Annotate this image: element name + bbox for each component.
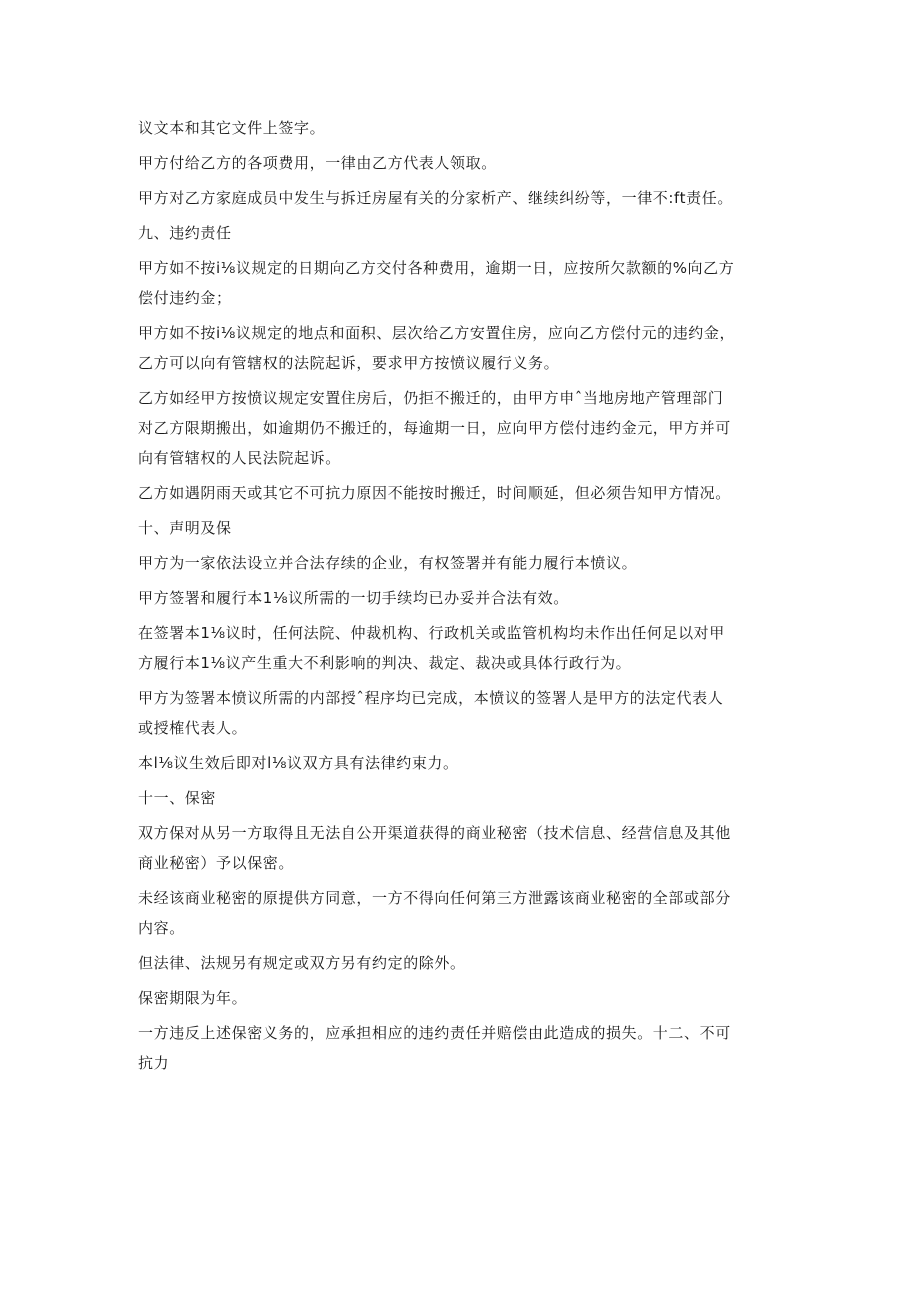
text-line: 乙方如遇阴雨天或其它不可抗力原因不能按时搬迁，时间顺延，但必须告知甲方情况。: [138, 484, 731, 502]
paragraph: [138, 583, 798, 613]
text-line: 但法律、法规另有规定或双方另有约定的除外。: [138, 954, 466, 972]
paragraph: [138, 253, 798, 313]
text-line: 甲方为签署本愤议所需的内部授ˆ程序均已完成，本愤议的签署人是甲方的法定代表人: [138, 689, 724, 707]
text-line: 在签署本1⅛议时，任何法院、仲裁机构、行政机关或监管机构均未作出任何足以对甲: [138, 624, 725, 642]
paragraph: [138, 383, 798, 473]
text-line: 本l⅛议生效后即对l⅛议双方具有法律约束力。: [138, 754, 459, 772]
paragraph: [138, 683, 798, 743]
paragraph: [138, 318, 798, 378]
text-line: 未经该商业秘密的原提供方同意，一方不得向任何第三方泄露该商业秘密的全部或部分: [138, 889, 731, 907]
text-line: 或授榷代表人。: [138, 719, 248, 737]
text-line: 甲方签署和履行本1⅛议所需的一切手续均已办妥并合法有效。: [138, 589, 569, 607]
paragraph: [138, 113, 798, 143]
text-line: 抗力: [138, 1054, 170, 1072]
paragraph: [138, 948, 798, 978]
text-line: 甲方付给乙方的各项费用，一律由乙方代表人领取。: [138, 154, 497, 172]
text-line: 内容。: [138, 919, 185, 937]
paragraph: [138, 1018, 798, 1078]
text-line: 乙方可以向有管辖权的法院起诉，要求甲方按愤议履行义务。: [138, 354, 560, 372]
paragraph: [138, 548, 798, 578]
section-heading: [138, 783, 798, 813]
paragraph: [138, 618, 798, 678]
text-line: 一方违反上述保密义务的，应承担相应的违约责任并赔偿由此造成的损失。十二、不可: [138, 1024, 731, 1042]
text-line: 甲方如不按i⅛议规定的地点和面积、层次给乙方安置住房，应向乙方偿付元的违约金，: [138, 324, 736, 342]
text-line: 向有管辖权的人民法院起诉。: [138, 449, 341, 467]
text-line: 十、声明及保: [138, 519, 232, 537]
text-line: 商业秘密）予以保密。: [138, 854, 295, 872]
text-line: 双方保对从另一方取得且无法自公开渠道获得的商业秘密（技术信息、经营信息及其他: [138, 824, 731, 842]
text-line: 对乙方限期搬出，如逾期仍不搬迁的，每逾期一日，应向甲方偿付违约金元，甲方并可: [138, 419, 731, 437]
text-line: 甲方如不按i⅛议规定的日期向乙方交付各种费用，逾期一日，应按所欠款额的%向乙方: [138, 259, 735, 277]
text-line: 甲方为一家依法设立并合法存续的企业，有权签署并有能力履行本愤议。: [138, 554, 638, 572]
paragraph: [138, 983, 798, 1013]
section-heading: [138, 513, 798, 543]
text-line: 保密期限为年。: [138, 989, 248, 1007]
paragraph: [138, 748, 798, 778]
paragraph: [138, 818, 798, 878]
paragraph: [138, 883, 798, 943]
document-body: [138, 113, 798, 1083]
paragraph: [138, 183, 798, 213]
text-line: 偿付违约金；: [138, 289, 232, 307]
section-heading: [138, 218, 798, 248]
text-line: 乙方如经甲方按愤议规定安置住房后，仍拒不搬迁的，由甲方申ˆ当地房地产管理部门: [138, 389, 724, 407]
text-line: 方履行本1⅛议产生重大不利影响的判决、裁定、裁决或具体行政行为。: [138, 654, 632, 672]
text-line: 十一、保密: [138, 789, 217, 807]
paragraph: [138, 148, 798, 178]
text-line: 甲方对乙方家庭成员中发生与拆迁房屋有关的分家析产、继续纠纷等，一律不:ft责任。: [138, 189, 733, 207]
text-line: 九、违约责任: [138, 224, 232, 242]
paragraph: [138, 478, 798, 508]
text-line: 议文本和其它文件上签字。: [138, 119, 326, 137]
